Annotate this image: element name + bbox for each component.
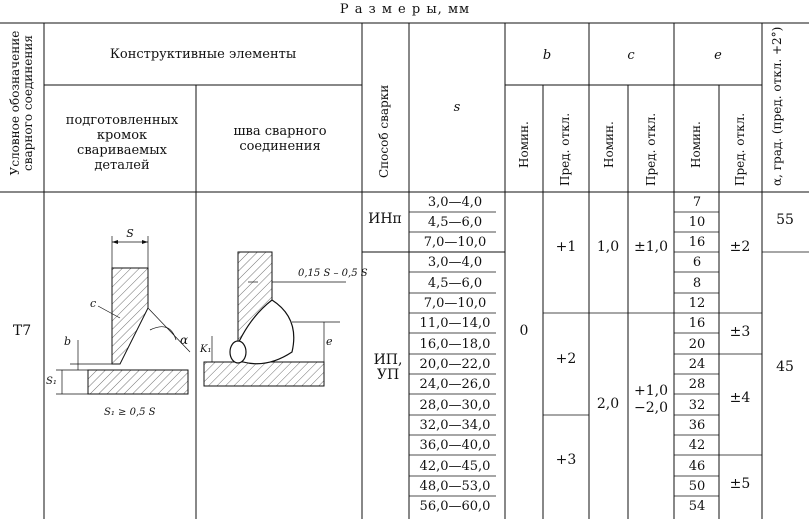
s-value: 16,0—18,0 <box>419 337 491 352</box>
method-ip-up: ИП, УП <box>373 352 403 383</box>
drawing-label-b: b <box>64 335 72 348</box>
e-nom-value: 54 <box>688 499 706 514</box>
e-nom-value: 24 <box>688 357 706 372</box>
c-nom-header: Номин. <box>602 121 616 168</box>
drawing-label-seam-dimension: 0,15 S – 0,5 S <box>298 268 368 279</box>
designation-header: Условное обозначение сварного соединения <box>8 30 35 176</box>
c-dev-value: +1,0 <box>634 383 668 399</box>
c-nom-value: 1,0 <box>596 239 620 255</box>
drawing-label-s1: S₁ <box>46 376 57 387</box>
e-nom-value: 50 <box>688 479 706 494</box>
c-dev-value: −2,0 <box>634 400 668 416</box>
c-dev-value: ±1,0 <box>634 239 668 255</box>
s-value: 32,0—34,0 <box>419 418 491 433</box>
s-value: 4,5—6,0 <box>427 276 483 291</box>
e-nom-value: 10 <box>688 215 706 230</box>
drawing-label-c: c <box>90 297 97 310</box>
e-nom-value: 32 <box>688 398 706 413</box>
e-nom-value: 42 <box>688 438 706 453</box>
s-value: 3,0—4,0 <box>427 255 483 270</box>
prepared-edges-drawing <box>56 236 190 394</box>
drawing-label-k1: K₁ <box>200 344 212 355</box>
e-nom-value: 8 <box>692 276 702 291</box>
s-value: 28,0—30,0 <box>419 398 491 413</box>
drawing-label-alpha: α <box>180 333 189 347</box>
s-value: 20,0—22,0 <box>419 357 491 372</box>
table-title: Р а з м е р ы, мм <box>339 2 471 17</box>
s-value: 24,0—26,0 <box>419 377 491 392</box>
e-nom-value: 16 <box>688 316 706 331</box>
s-value: 36,0—40,0 <box>419 438 491 453</box>
e-dev-header: Пред. откл. <box>733 112 747 186</box>
alpha-value: 45 <box>776 359 794 375</box>
b-dev-value: +3 <box>555 452 577 468</box>
e-nom-value: 20 <box>688 337 706 352</box>
method-header: Способ сварки <box>377 84 391 178</box>
drawing-label-s1-condition: S₁ ≥ 0,5 S <box>104 407 156 418</box>
b-nom-value: 0 <box>519 323 529 339</box>
e-nom-value: 28 <box>688 377 706 392</box>
s-value: 7,0—10,0 <box>423 296 487 311</box>
e-nom-header: Номин. <box>689 121 703 168</box>
b-nom-header: Номин. <box>517 121 531 168</box>
b-dev-header: Пред. откл. <box>558 112 572 186</box>
e-nom-value: 7 <box>692 195 702 210</box>
s-value: 48,0—53,0 <box>419 479 491 494</box>
s-header: s <box>453 100 461 115</box>
c-header: c <box>627 48 635 63</box>
s-value: 56,0—60,0 <box>419 499 491 514</box>
c-nom-value: 2,0 <box>596 396 620 412</box>
s-value: 7,0—10,0 <box>423 235 487 250</box>
drawing-label-e: e <box>326 335 333 348</box>
structural-elements-header: Конструктивные элементы <box>109 47 297 62</box>
weld-seam-header: шва сварного соединения <box>233 124 327 154</box>
e-header: e <box>714 48 722 63</box>
b-dev-value: +1 <box>555 239 577 255</box>
e-dev-value: ±2 <box>729 239 751 255</box>
e-nom-value: 12 <box>688 296 706 311</box>
c-dev-header: Пред. откл. <box>644 112 658 186</box>
s-value: 42,0—45,0 <box>419 459 491 474</box>
drawing-label-s: S <box>126 227 134 240</box>
alpha-value: 55 <box>776 212 794 228</box>
e-dev-value: ±3 <box>729 324 751 340</box>
e-nom-value: 6 <box>692 255 702 270</box>
e-dev-value: ±5 <box>729 476 751 492</box>
designation-value: Т7 <box>12 323 32 339</box>
e-nom-value: 36 <box>688 418 706 433</box>
s-value: 11,0—14,0 <box>419 316 491 331</box>
prepared-edges-header: подготовленных кромок свариваемых деталей <box>65 113 179 173</box>
e-nom-value: 16 <box>688 235 706 250</box>
e-nom-value: 46 <box>688 459 706 474</box>
s-value: 3,0—4,0 <box>427 195 483 210</box>
b-header: b <box>542 48 552 63</box>
s-value: 4,5—6,0 <box>427 215 483 230</box>
method-inp: ИНп <box>368 211 402 227</box>
e-dev-value: ±4 <box>729 390 751 406</box>
alpha-header: α, град. (пред. откл. +2°) <box>770 26 784 186</box>
b-dev-value: +2 <box>555 351 577 367</box>
